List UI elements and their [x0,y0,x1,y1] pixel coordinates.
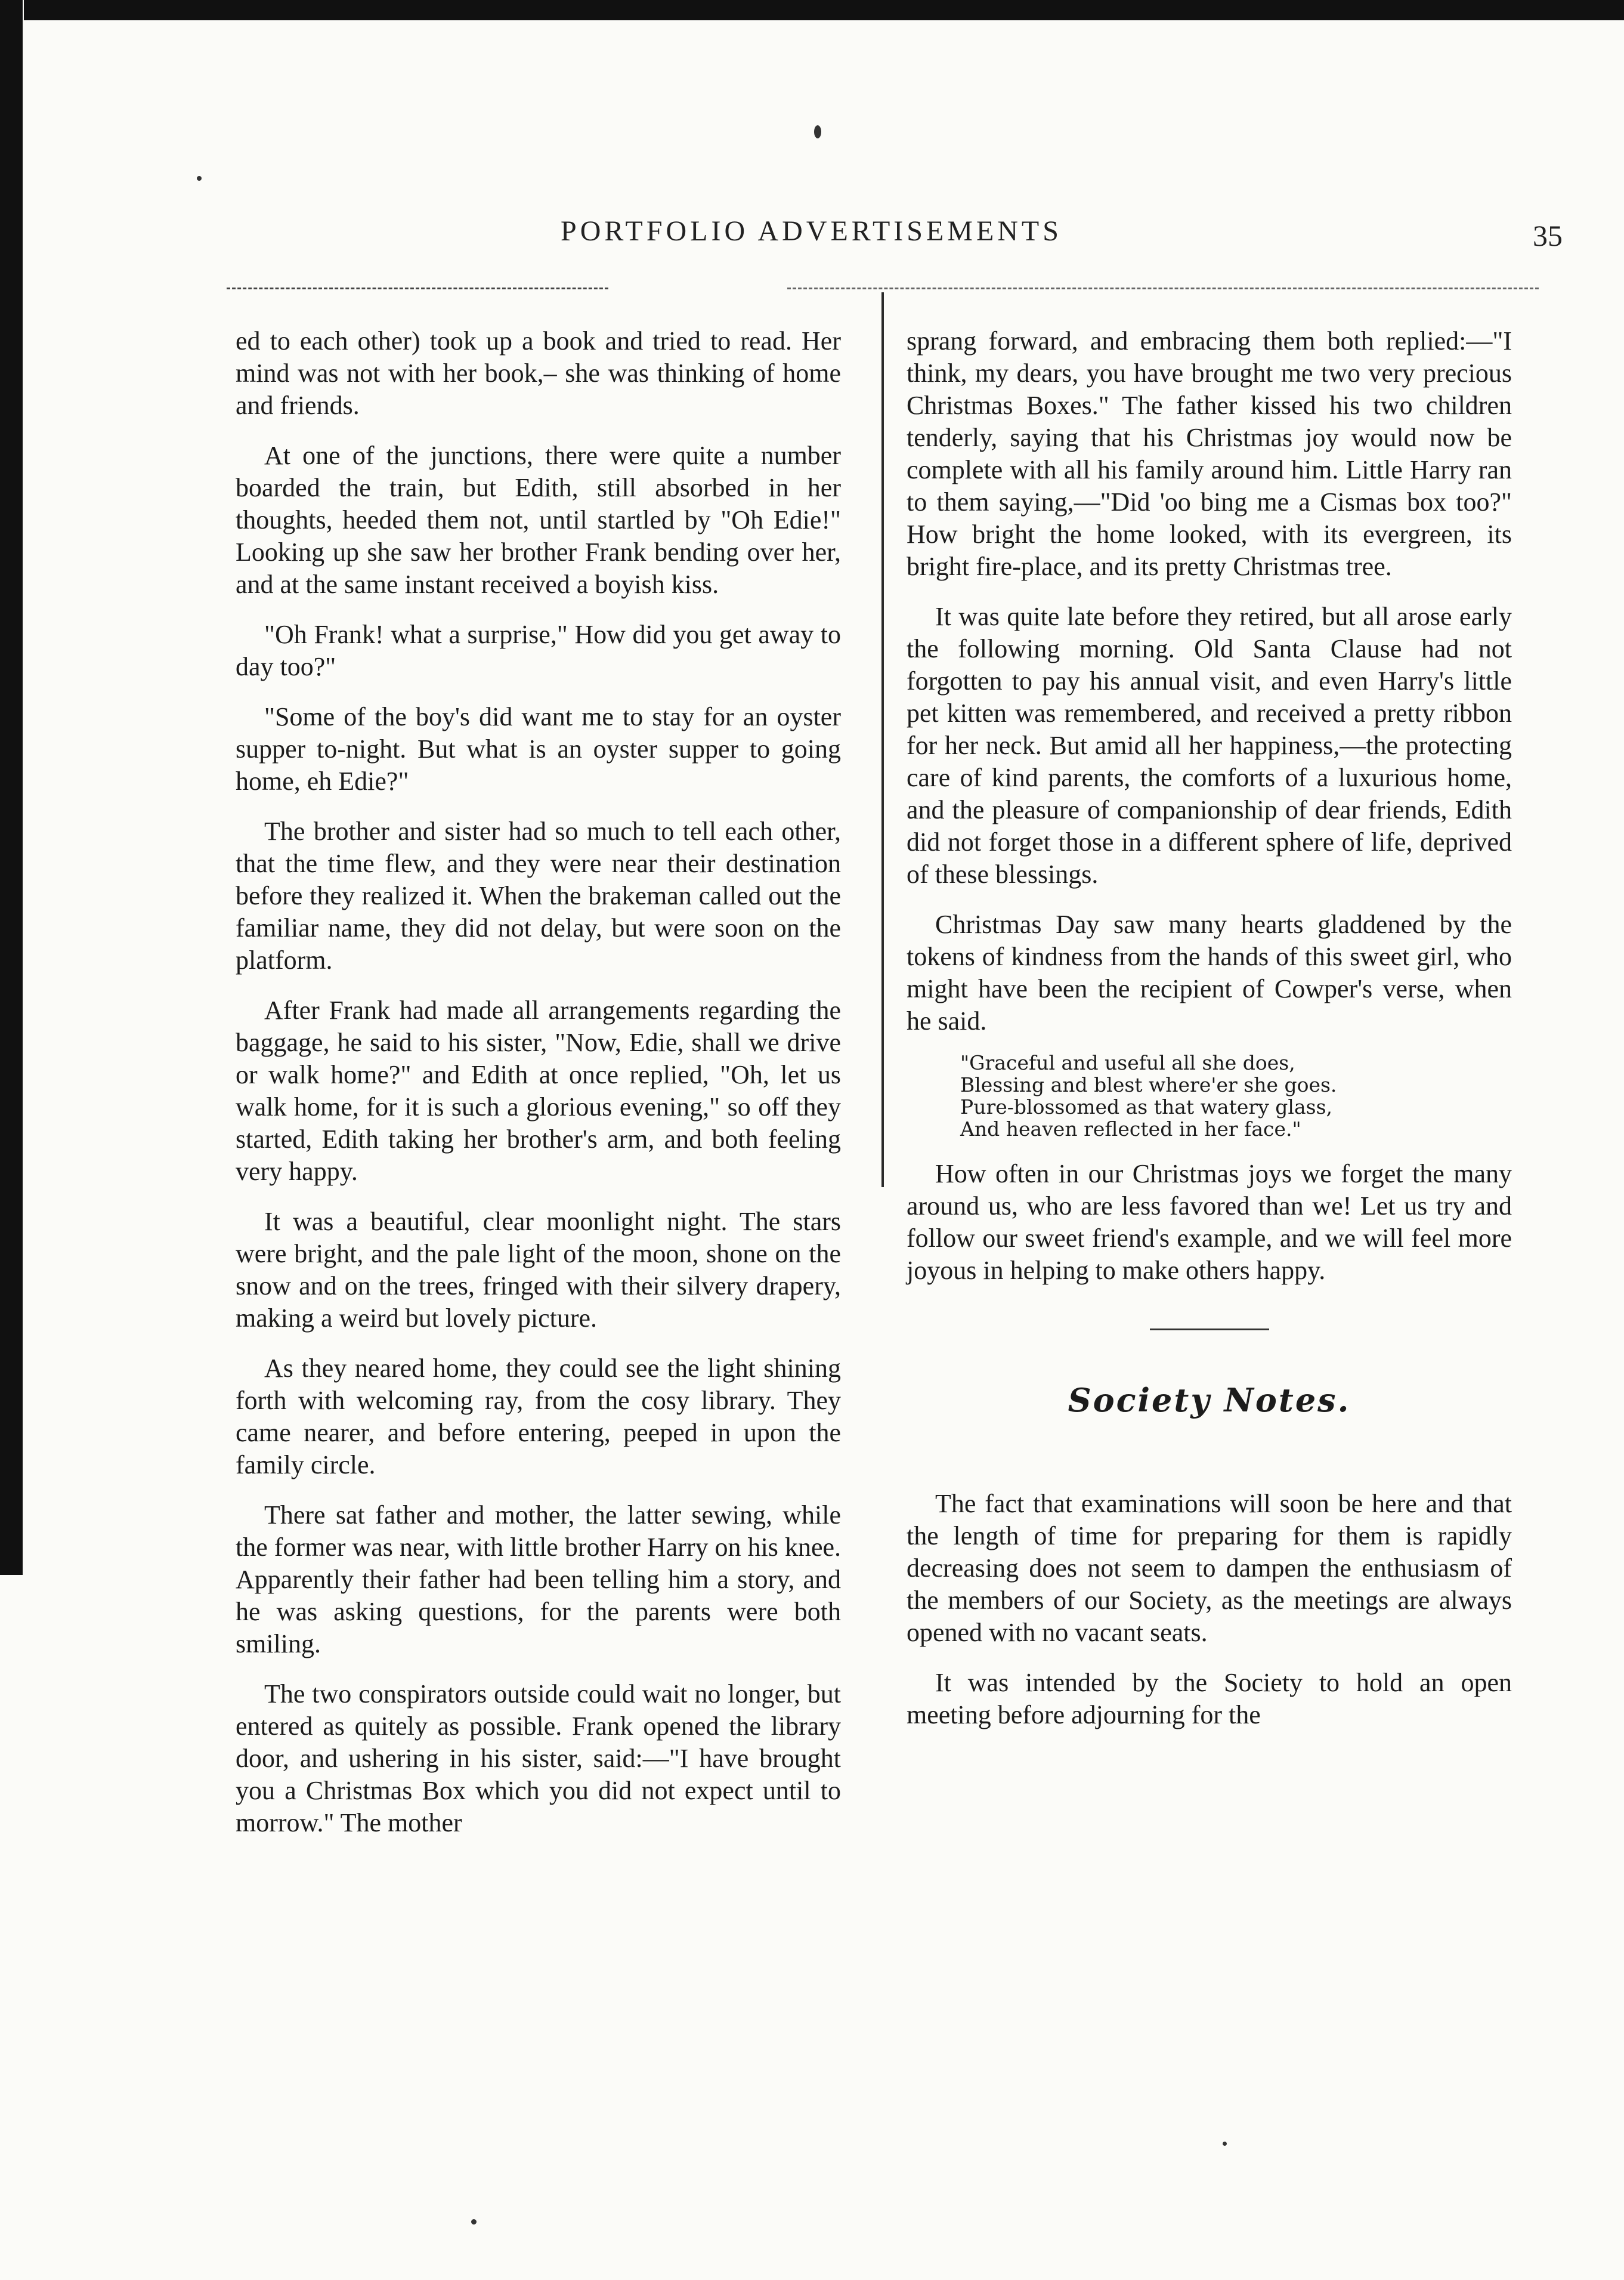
paragraph: After Frank had made all arrangements regarding the baggage, he said to his sister, "Now, Edie, shall we drive or walk home?" and Edith at once replied, "Oh, let us walk home, for it is such a glorious evening," so off they started, Edith taking her brother's arm, and both feeling very happy. [236,996,841,1186]
scan-speck [1223,2142,1227,2146]
scan-border-top [24,0,1624,20]
paragraph: The fact that examinations will soon be here and that the length of time for preparing for them is rapidly decreasing does not seem to dampen the enthusiasm of the members of our Society, as the meetings are always opened with no vacant seats. [907,1489,1512,1647]
verse-line: Pure-blossomed as that watery glass, [960,1095,1333,1119]
paragraph: There sat father and mother, the latter sewing, while the former was near, with little brother Harry on his knee. Apparently their father had been telling him a story, and he was asking questions, for the parents were both smiling. [236,1500,841,1658]
running-header [227,215,1563,268]
verse-line: "Graceful and useful all she does, [960,1051,1295,1074]
verse-line: Blessing and blest where'er she goes. [960,1073,1337,1096]
section-separator [1150,1329,1269,1330]
header-title: PORTFOLIO ADVERTISEMENTS [561,215,1062,247]
paragraph: The two conspirators outside could wait no longer, but entered as quitely as possible. Frank opened the library door, and ushering in his sister, said:—"I have brought you a Christmas Box which you did not expect until to morrow." The mother [236,1679,841,1837]
paragraph: As they neared home, they could see the light shining forth with welcoming ray, from the cosy library. They came nearer, and before entering, peeped in upon the family circle. [236,1354,841,1479]
paragraph: ed to each other) took up a book and tried to read. Her mind was not with her book,– she was thinking of home and friends. [236,326,841,420]
paragraph: sprang forward, and embracing them both replied:—"I think, my dears, you have brought me two very precious Christmas Boxes." The father kissed his two children tenderly, saying that his Christmas joy would now be complete with all his family around him. Little Harry ran to them saying,—"Did 'oo bing me a Cismas box too?" How bright the home looked, with its evergreen, its bright fire-place, and its pretty Christmas tree. [907,326,1512,581]
paragraph: The brother and sister had so much to tell each other, that the time flew, and they were near their destination before they realized it. When the brakeman called out the familiar name, they did not delay, but were soon on the platform. [236,817,841,975]
header-rule [227,288,608,289]
paragraph: It was intended by the Society to hold an open meeting before adjourning for the [907,1668,1512,1729]
scan-speck [197,176,202,181]
verse-line: And heaven reflected in her face." [960,1117,1301,1141]
section-heading: Society Notes. [1068,1381,1351,1419]
paragraph: How often in our Christmas joys we forget the many around us, who are less favored than we! Let us try and follow our sweet friend's example, and we will feel more joyous in helping to make others happy. [907,1159,1512,1285]
paragraph: It was quite late before they retired, but all arose early the following morning. Old Santa Clause had not forgotten to pay his annual visit, and even Harry's little pet kitten was remembered, and received a pretty ribbon for her neck. But amid all her happiness,—the protecting care of kind parents, the comforts of a luxurious home, and the pleasure of companionship of dear friends, Edith did not forget those in a different sphere of life, deprived of these blessings. [907,602,1512,889]
paragraph: It was a beautiful, clear moonlight night. The stars were bright, and the pale light of the moon, shone on the snow and on the trees, fringed with their silvery drapery, making a weird but lovely picture. [236,1207,841,1333]
scan-border-left [0,0,23,1575]
scan-speck [814,125,821,138]
left-column [236,325,841,1857]
right-column [907,325,1512,1749]
paragraph: At one of the junctions, there were quite a number boarded the train, but Edith, still absorbed in her thoughts, heeded them not, until startled by "Oh Edie!" Looking up she saw her brother Frank bending over her, and at the same instant received a boyish kiss. [236,441,841,599]
page-number: 35 [1533,219,1563,252]
paragraph: Christmas Day saw many hearts gladdened by the tokens of kindness from the hands of this sweet girl, who might have been the recipient of Cowper's verse, when he said. [907,910,1512,1036]
scan-speck [471,2219,477,2225]
column-divider [881,292,884,1187]
paragraph: "Oh Frank! what a surprise," How did you get away to day too?" [236,620,841,681]
header-rule [787,288,1539,289]
quoted-verse [960,1052,1512,1140]
paragraph: "Some of the boy's did want me to stay for an oyster supper to-night. But what is an oyster supper to going home, eh Edie?" [236,702,841,796]
